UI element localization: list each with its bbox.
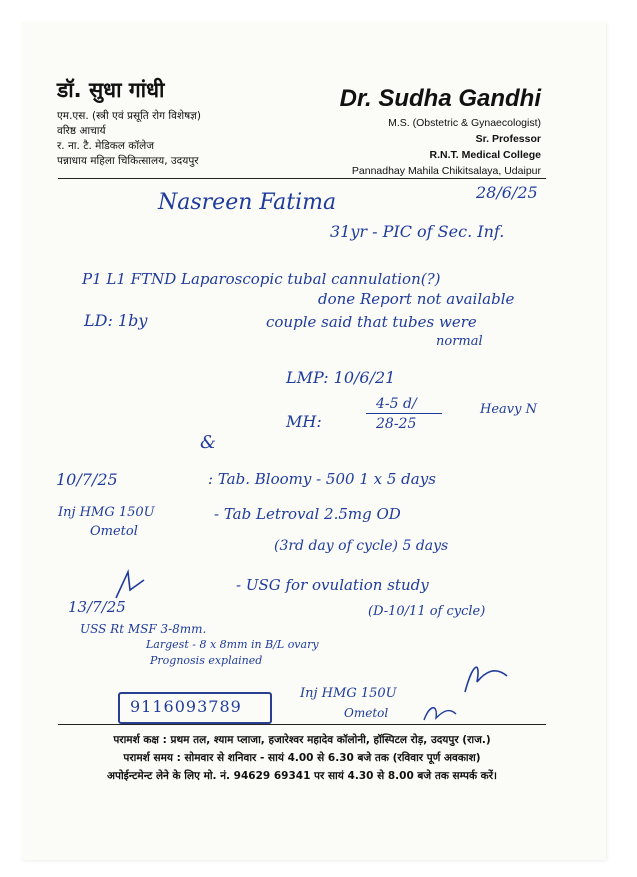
age-line: 31yr - PIC of Sec. Inf. — [330, 222, 505, 241]
rx-line-5: (D-10/11 of cycle) — [368, 604, 486, 619]
rx-symbol: & — [200, 432, 217, 453]
visit-date: 28/6/25 — [476, 183, 538, 202]
rx-line-4: - USG for ovulation study — [236, 576, 429, 594]
injection-1-brand: Ometol — [90, 524, 138, 539]
hospital-hindi: पन्नाधाय महिला चिकित्सालय, उदयपुर — [57, 155, 199, 167]
ld-line: LD: 1by — [84, 311, 148, 330]
qualification-english: M.S. (Obstetric & Gynaecologist) — [388, 117, 541, 129]
phone-number: 9116093789 — [130, 697, 242, 716]
uss-finding-3: Prognosis explained — [150, 654, 263, 667]
doctor-name-english: Dr. Sudha Gandhi — [339, 85, 541, 112]
college-english: R.N.T. Medical College — [429, 149, 541, 161]
college-hindi: र. ना. टै. मेडिकल कॉलेज — [57, 140, 154, 152]
qualification-hindi: एम.एस. (स्त्री एवं प्रसूति रोग विशेषज्ञ) — [57, 110, 201, 122]
designation-english: Sr. Professor — [475, 133, 541, 145]
followup-date-1: 10/7/25 — [56, 470, 118, 489]
history-line-4: normal — [436, 334, 483, 349]
injection-1: Inj HMG 150U — [58, 505, 155, 520]
lmp-line: LMP: 10/6/21 — [286, 368, 396, 387]
followup-date-2: 13/7/25 — [68, 598, 126, 616]
history-line-1: P1 L1 FTND Laparoscopic tubal cannulation(?) — [82, 270, 441, 288]
mh-cycle-days: 4-5 d/ — [376, 396, 417, 412]
mh-flow: Heavy N — [480, 402, 537, 417]
mh-fraction-bar — [366, 413, 442, 414]
patient-name: Nasreen Fatima — [158, 190, 337, 215]
rx-line-2: - Tab Letroval 2.5mg OD — [214, 505, 401, 523]
rx-line-1: : Tab. Bloomy - 500 1 x 5 days — [208, 470, 436, 488]
injection-2-brand: Ometol — [344, 706, 389, 720]
rx-line-3: (3rd day of cycle) 5 days — [274, 538, 449, 554]
signature-1 — [110, 568, 150, 604]
mh-cycle-length: 28-25 — [376, 416, 417, 432]
hospital-english: Pannadhay Mahila Chikitsalaya, Udaipur — [351, 165, 541, 177]
uss-finding-1: USS Rt MSF 3-8mm. — [80, 622, 207, 636]
uss-finding-2: Largest - 8 x 8mm in B/L ovary — [146, 638, 319, 651]
footer-divider — [58, 724, 546, 725]
header-divider — [58, 178, 546, 179]
mh-label: MH: — [286, 412, 322, 431]
history-line-3: couple said that tubes were — [266, 313, 477, 331]
footer-appointment: अपोईन्टमेन्ट लेने के लिए मो. नं. 94629 69341 पर सायं 4.30 से 8.00 बजे तक सम्पर्क करें। — [106, 770, 498, 782]
footer-address: परामर्श कक्ष : प्रथम तल, श्याम प्लाजा, हजारेश्वर महादेव कॉलोनी, हॉस्पिटल रोड़, उदयपुर (राज.) — [113, 734, 491, 746]
signature-2 — [455, 652, 515, 700]
designation-hindi: वरिष्ठ आचार्य — [57, 125, 106, 137]
doctor-name-hindi: डॉ. सुधा गांधी — [57, 78, 165, 102]
history-line-2: done Report not available — [318, 290, 515, 308]
footer-hours: परामर्श समय : सोमवार से शनिवार - सायं 4.00 से 6.30 बजे तक (रविवार पूर्ण अवकाश) — [123, 752, 481, 764]
injection-2: Inj HMG 150U — [300, 686, 397, 701]
